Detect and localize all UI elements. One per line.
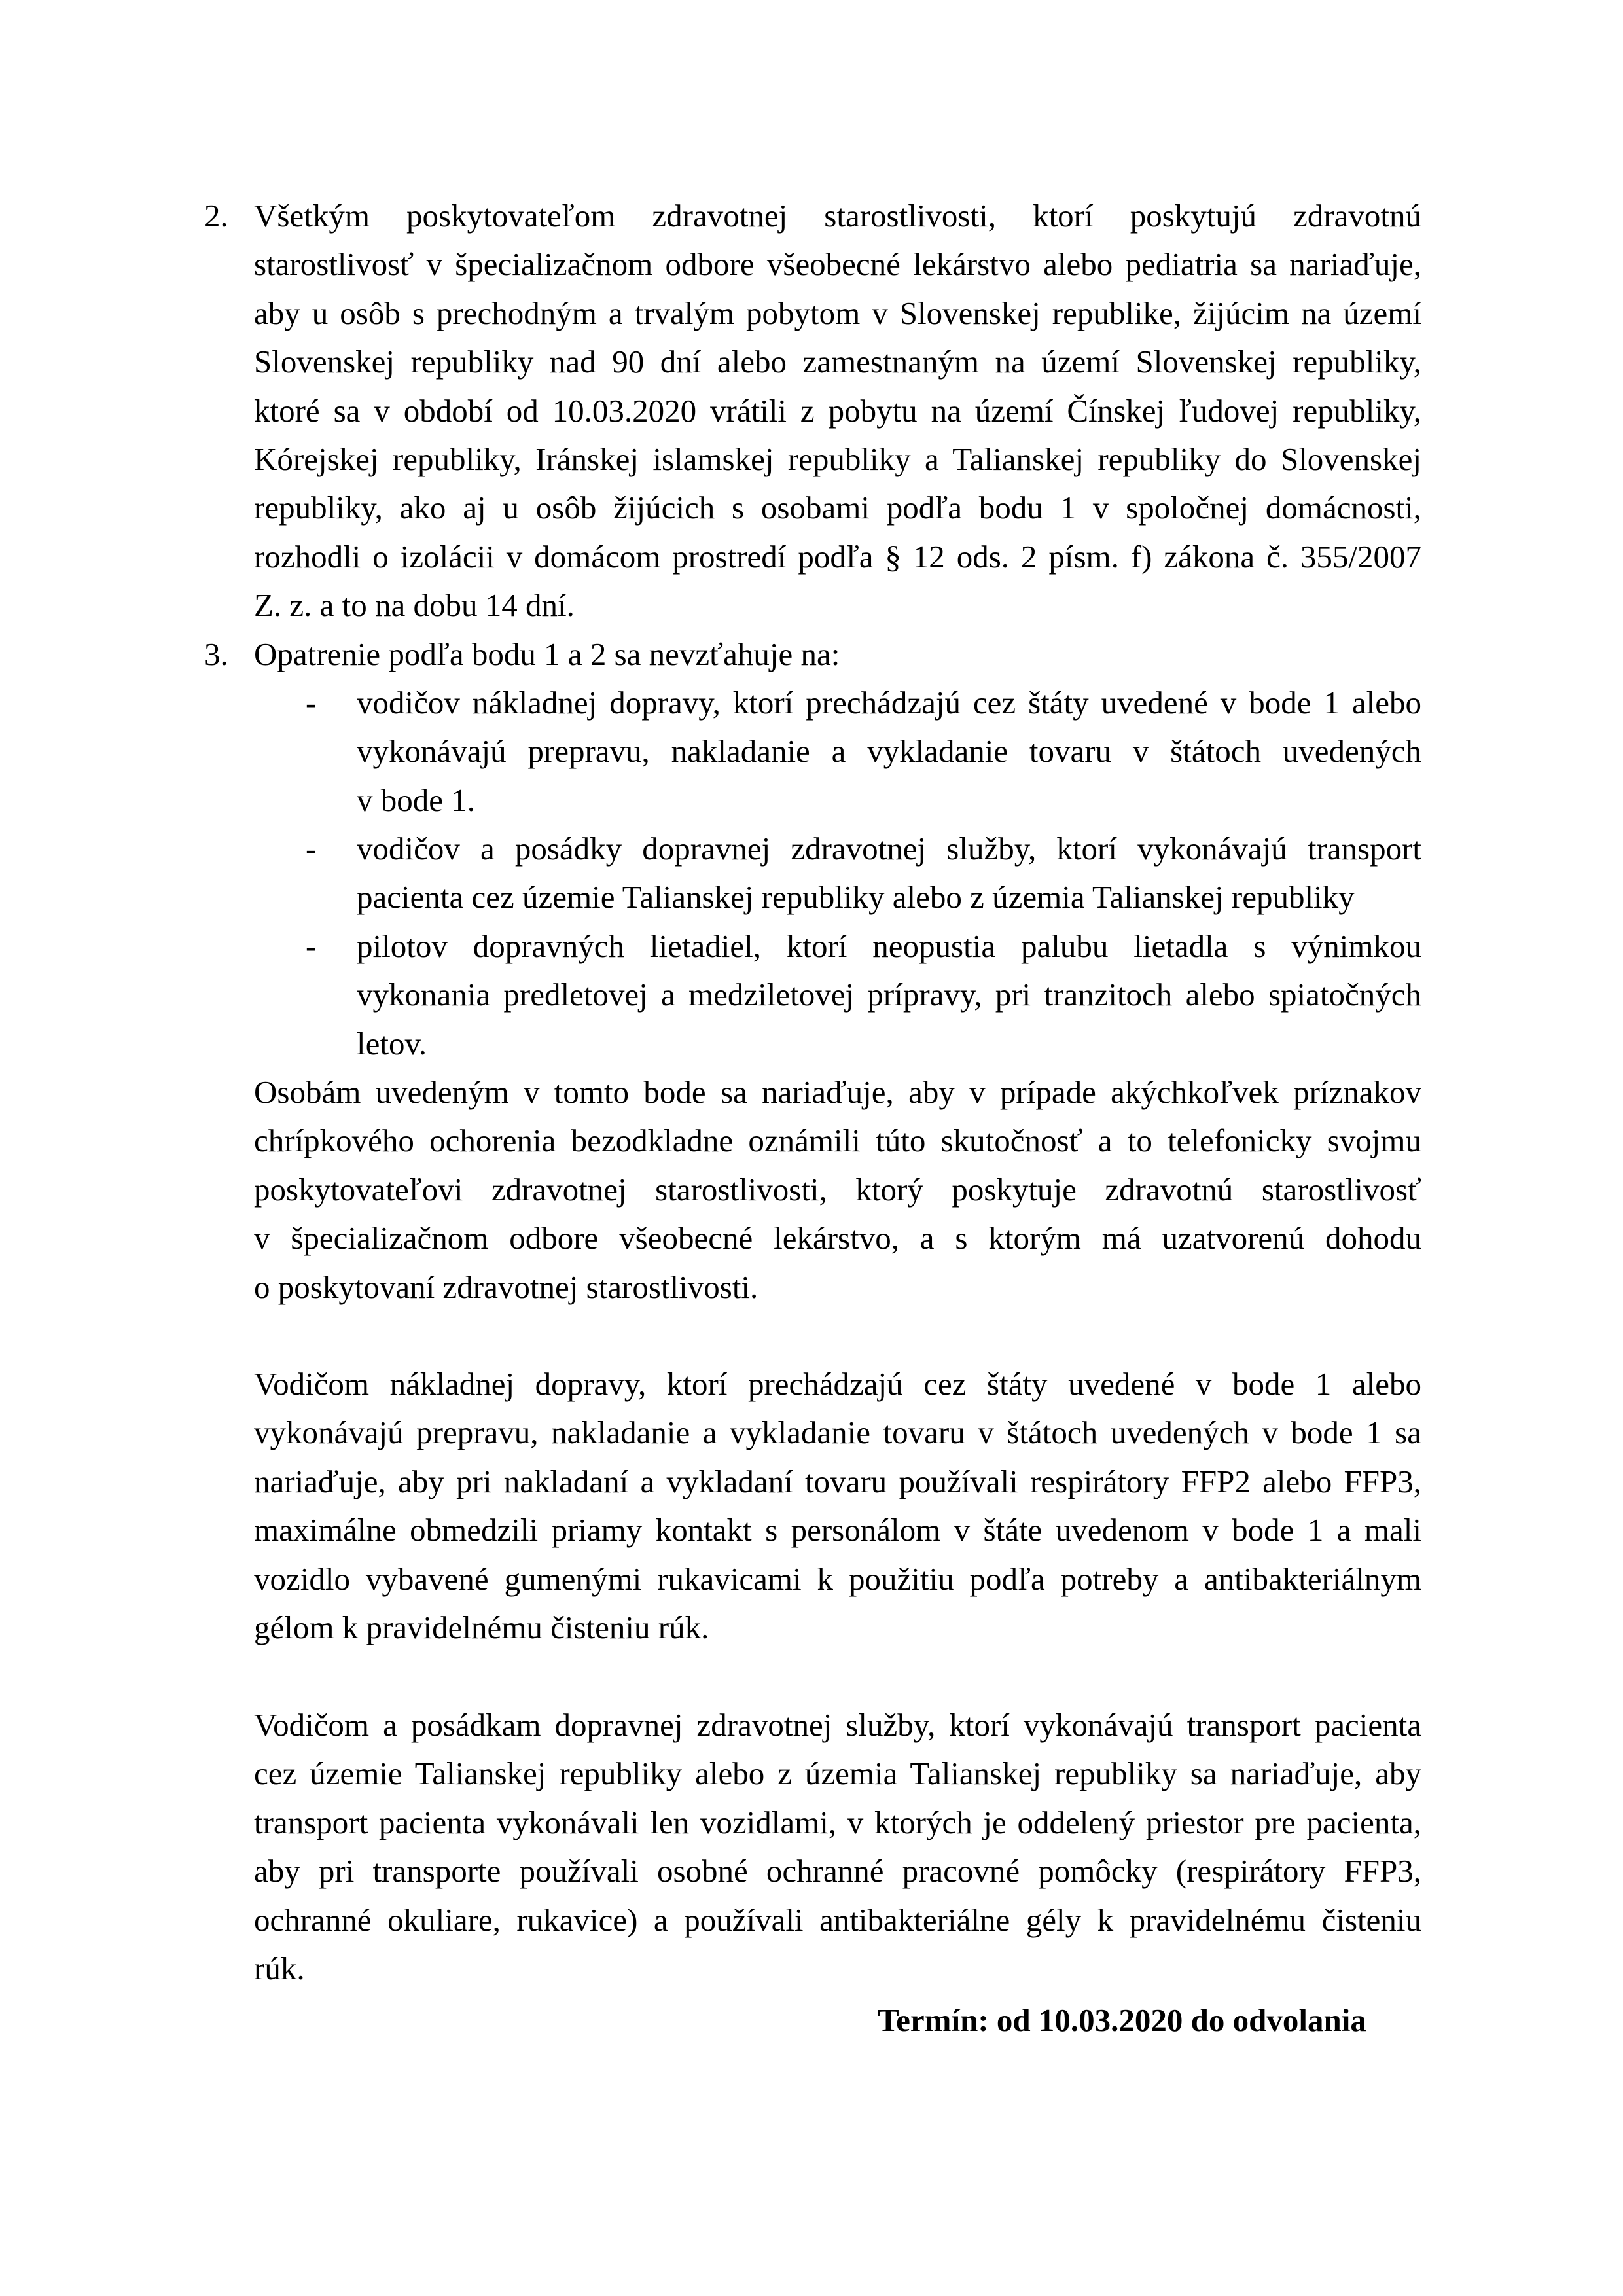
text-line: maximálne obmedzili priamy kontakt s personálom v štáte uvedenom v bode 1 a mali bbox=[254, 1512, 1421, 1549]
text-line: poskytovateľovi zdravotnej starostlivosti, ktorý poskytuje zdravotnú starostlivosť bbox=[254, 1171, 1421, 1208]
text-line: rozhodli o izolácii v domácom prostredí podľa § 12 ods. 2 písm. f) zákona č. 355/2007 bbox=[254, 538, 1421, 575]
text-line: pacienta cez územie Talianskej republiky alebo z územia Talianskej republiky bbox=[357, 879, 1355, 916]
text-line: transport pacienta vykonávali len vozidlami, v ktorých je oddelený priestor pre pacienta, bbox=[254, 1804, 1421, 1840]
text-line: pilotov dopravných lietadiel, ktorí neopustia palubu lietadla s výnimkou bbox=[357, 928, 1421, 964]
text-line: letov. bbox=[357, 1025, 427, 1062]
text-line: vodičov nákladnej dopravy, ktorí prechádzajú cez štáty uvedené v bode 1 alebo bbox=[357, 685, 1421, 721]
item-3-intro-text: Opatrenie podľa bodu 1 a 2 sa nevzťahuje na: bbox=[254, 636, 840, 672]
text-line: ochranné okuliare, rukavice) a používali antibakteriálne gély k pravidelnému čisteniu bbox=[254, 1901, 1421, 1938]
text-line: Vodičom nákladnej dopravy, ktorí prechádzajú cez štáty uvedené v bode 1 alebo bbox=[254, 1366, 1421, 1402]
bullet-dash: - bbox=[306, 685, 317, 721]
text-line: v špecializačnom odbore všeobecné lekárstvo, a s ktorým má uzatvorenú dohodu bbox=[254, 1220, 1421, 1257]
text-line: aby u osôb s prechodným a trvalým pobytom v Slovenskej republike, žijúcim na území bbox=[254, 295, 1421, 331]
bullet-2-text bbox=[357, 825, 1421, 922]
text-line: v bode 1. bbox=[357, 781, 475, 818]
text-line: aby pri transporte používali osobné ochranné pracovné pomôcky (respirátory FFP3, bbox=[254, 1853, 1421, 1890]
text-line: gélom k pravidelnému čisteniu rúk. bbox=[254, 1609, 709, 1645]
text-line: vykonania predletovej a medziletovej prípravy, pri tranzitoch alebo spiatočných bbox=[357, 977, 1421, 1013]
text-line: Všetkým poskytovateľom zdravotnej starostlivosti, ktorí poskytujú zdravotnú bbox=[254, 198, 1421, 234]
list-number-3: 3. bbox=[204, 636, 228, 672]
text-line: o poskytovaní zdravotnej starostlivosti. bbox=[254, 1268, 758, 1305]
text-line: chrípkového ochorenia bezodkladne oznámili túto skutočnosť a to telefonicky svojmu bbox=[254, 1122, 1421, 1159]
paragraph-ambulance bbox=[254, 1701, 1421, 1993]
text-line: rúk. bbox=[254, 1950, 305, 1986]
text-line: Z. z. a to na dobu 14 dní. bbox=[254, 587, 575, 624]
text-line: Slovenskej republiky nad 90 dní alebo zamestnaným na území Slovenskej republiky, bbox=[254, 344, 1421, 380]
bullet-1-text bbox=[357, 679, 1421, 825]
item-2-text bbox=[254, 192, 1421, 630]
paragraph-persons bbox=[254, 1068, 1421, 1312]
text-line: cez územie Talianskej republiky alebo z územia Talianskej republiky sa nariaďuje, aby bbox=[254, 1755, 1421, 1792]
bullet-3-text bbox=[357, 922, 1421, 1068]
text-line: ktoré sa v období od 10.03.2020 vrátili z pobytu na území Čínskej ľudovej republiky, bbox=[254, 392, 1421, 429]
text-line: Osobám uvedeným v tomto bode sa nariaďuje, aby v prípade akýchkoľvek príznakov bbox=[254, 1074, 1421, 1110]
paragraph-truck-drivers bbox=[254, 1360, 1421, 1652]
text-line: starostlivosť v špecializačnom odbore všeobecné lekárstvo alebo pediatria sa nariaďuje, bbox=[254, 246, 1421, 283]
deadline-label: Termín: od 10.03.2020 do odvolania bbox=[878, 2002, 1366, 2038]
bullet-dash: - bbox=[306, 928, 317, 964]
text-line: vykonávajú prepravu, nakladanie a vykladanie tovaru v štátoch uvedených bbox=[357, 733, 1421, 770]
text-line: Kórejskej republiky, Iránskej islamskej republiky a Talianskej republiky do Slovenskej bbox=[254, 440, 1421, 477]
text-line: vykonávajú prepravu, nakladanie a vykladanie tovaru v štátoch uvedených v bode 1 sa bbox=[254, 1414, 1421, 1451]
text-line: republiky, ako aj u osôb žijúcich s osobami podľa bodu 1 v spoločnej domácnosti, bbox=[254, 490, 1421, 526]
text-line: vozidlo vybavené gumenými rukavicami k použitiu podľa potreby a antibakteriálnym bbox=[254, 1560, 1421, 1597]
text-line: Vodičom a posádkam dopravnej zdravotnej služby, ktorí vykonávajú transport pacienta bbox=[254, 1707, 1421, 1743]
text-line: nariaďuje, aby pri nakladaní a vykladaní tovaru používali respirátory FFP2 alebo FFP3, bbox=[254, 1463, 1421, 1499]
item-3-intro bbox=[254, 630, 1421, 679]
text-line: vodičov a posádky dopravnej zdravotnej služby, ktorí vykonávajú transport bbox=[357, 831, 1421, 867]
list-number-2: 2. bbox=[204, 198, 228, 234]
bullet-dash: - bbox=[306, 831, 317, 867]
